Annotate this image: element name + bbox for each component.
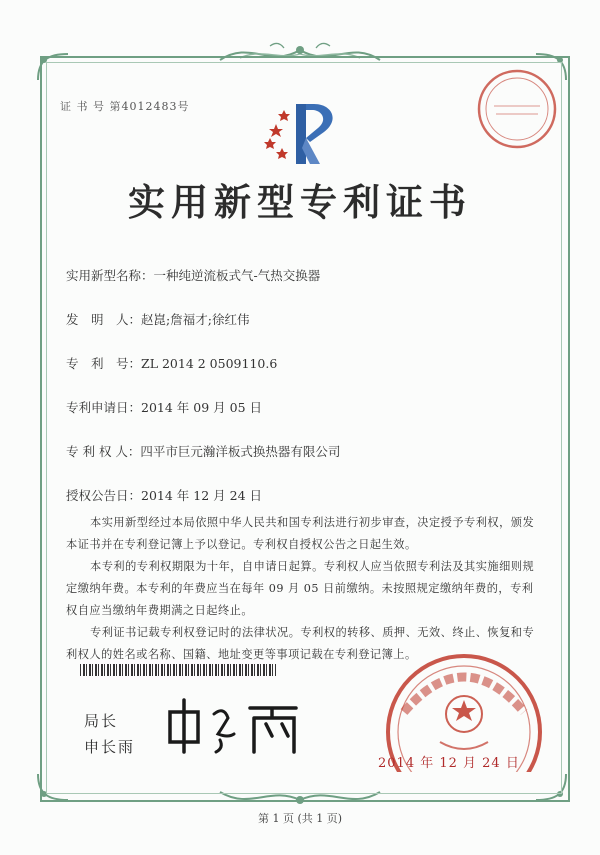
filing-date-value: 2014 年 09 月 05 日 xyxy=(141,400,263,415)
certificate-number-suffix: 号 xyxy=(177,100,190,113)
body-paragraph-1: 本实用新型经过本局依照中华人民共和国专利法进行初步审查，决定授予专利权，颁发本证书并在专利登记簿上予以登记。专利权自授权公告之日起生效。 xyxy=(66,516,535,551)
director-signature xyxy=(162,692,312,762)
field-patentee xyxy=(66,442,340,460)
certificate-title: 实用新型专利证书 xyxy=(128,180,472,224)
field-grant-date xyxy=(66,486,262,504)
sipo-logo-icon xyxy=(262,98,342,170)
inventor-value: 赵崑;詹福才;徐红伟 xyxy=(141,312,250,327)
seal-date: 2014 年 12 月 24 日 xyxy=(378,756,520,771)
body-paragraph-2: 本专利的专利权期限为十年，自申请日起算。专利权人应当依照专利法及其实施细则规定缴纳年费。本专利的年费应当在每年 09 月 05 日前缴纳。未按照规定缴纳年费的，专利权自应当缴纳年费期满之日起终止。 xyxy=(66,560,535,617)
field-inventor xyxy=(66,310,249,328)
field-filing-date xyxy=(66,398,262,416)
certificate-number-value: 4012483 xyxy=(121,100,178,113)
page-indicator: 第 1 页 (共 1 页) xyxy=(257,812,343,825)
director-title: 局长 xyxy=(84,712,119,730)
patent-number-value: ZL 2014 2 0509110.6 xyxy=(141,356,278,371)
certificate-number-label: 证 书 号 第 xyxy=(60,100,122,113)
utility-model-name-label: 实用新型名称： xyxy=(66,268,154,283)
utility-model-name-value: 一种纯逆流板式气-气热交换器 xyxy=(153,268,321,283)
certificate-number xyxy=(60,98,190,114)
barcode xyxy=(80,664,276,676)
grant-date-label: 授权公告日： xyxy=(66,488,142,503)
field-utility-model-name xyxy=(66,266,320,284)
patentee-label: 专 利 权 人： xyxy=(66,444,141,459)
director-name: 申长雨 xyxy=(84,738,136,756)
certificate-body xyxy=(66,512,536,666)
grant-date-value: 2014 年 12 月 24 日 xyxy=(141,488,263,503)
body-paragraph-3: 专利证书记载专利权登记时的法律状况。专利权的转移、质押、无效、终止、恢复和专利权人的姓名或名称、国籍、地址变更等事项记载在专利登记簿上。 xyxy=(66,626,535,661)
patent-number-label: 专 利 号： xyxy=(66,356,142,371)
patentee-value: 四平市巨元瀚洋板式换热器有限公司 xyxy=(140,444,341,459)
field-patent-number xyxy=(66,354,277,372)
filing-date-label: 专利申请日： xyxy=(66,400,142,415)
inventor-label: 发 明 人： xyxy=(66,312,142,327)
agency-seal-icon xyxy=(474,66,560,152)
